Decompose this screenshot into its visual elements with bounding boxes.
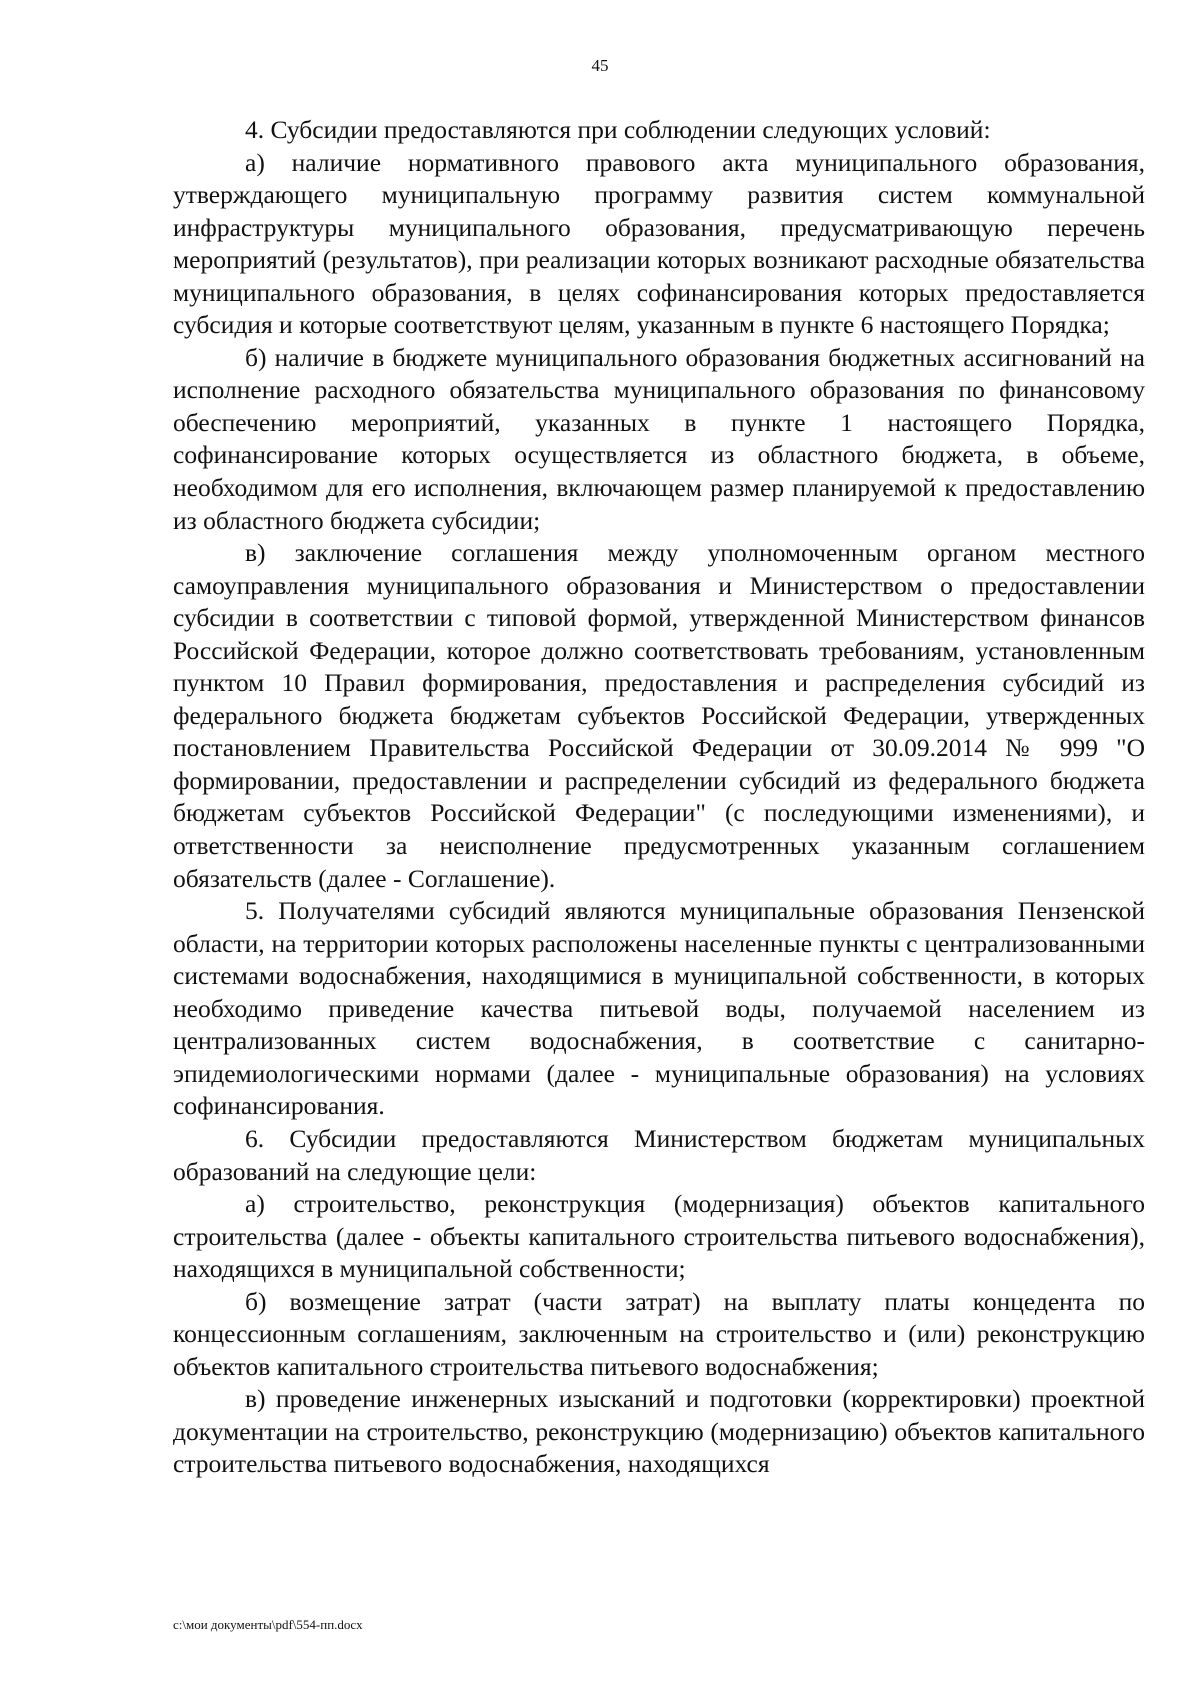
paragraph-6b: б) возмещение затрат (части затрат) на выплату платы концедента по концессионным соглашениям, заключенным на строительство и (или) реконструкцию объектов капитального строительства питьевого водоснабжения;	[173, 1286, 1145, 1381]
paragraph-6: 6. Субсидии предоставляются Министерством бюджетам муниципальных образований на следующие цели:	[173, 1123, 1145, 1186]
document-body	[173, 114, 1145, 1481]
paragraph-4v: в) заключение соглашения между уполномоченным органом местного самоуправления муниципального образования и Министерством о предоставлении субсидии в соответствии с типовой формой, утвержденной Министерством финансов Российской Федерации, которое должно соответствовать требованиям, установленным пунктом 10 Правил формирования, предоставления и распределения субсидий из федерального бюджета бюджетам субъектов Российской Федерации, утвержденных постановлением Правительства Российской Федерации от 30.09.2014 № 999 "О формировании, предоставлении и распределении субсидий из федерального бюджета бюджетам субъектов Российской Федерации" (с последующими изменениями), и ответственности за неисполнение предусмотренных указанным соглашением обязательств (далее - Соглашение).	[173, 538, 1145, 893]
paragraph-6a: а) строительство, реконструкция (модернизация) объектов капитального строительства (далее - объекты капитального строительства питьевого водоснабжения), находящихся в муниципальной собственности;	[173, 1189, 1145, 1284]
paragraph-4b: б) наличие в бюджете муниципального образования бюджетных ассигнований на исполнение расходного обязательства муниципального образования по финансовому обеспечению мероприятий, указанных в пункте 1 настоящего Порядка, софинансирование которых осуществляется из областного бюджета, в объеме, необходимом для его исполнения, включающем размер планируемой к предоставлению из областного бюджета субсидии;	[173, 342, 1145, 535]
footer-file-path: c:\мои документы\pdf\554-пп.docx	[173, 1617, 363, 1632]
paragraph-4a: а) наличие нормативного правового акта муниципального образования, утверждающего муниципальную программу развития систем коммунальной инфраструктуры муниципального образования, предусматривающую перечень мероприятий (результатов), при реализации которых возникают расходные обязательства муниципального образования, в целях софинансирования которых предоставляется субсидия и которые соответствуют целям, указанным в пункте 6 настоящего Порядка;	[173, 147, 1145, 340]
paragraph-5: 5. Получателями субсидий являются муниципальные образования Пензенской области, на территории которых расположены населенные пункты с централизованными системами водоснабжения, находящимися в муниципальной собственности, в которых необходимо приведение качества питьевой воды, получаемой населением из централизованных систем водоснабжения, в соответствие с санитарно-эпидемиологическими нормами (далее - муниципальные образования) на условиях софинансирования.	[173, 896, 1145, 1121]
page-number: 45	[591, 56, 609, 75]
paragraph-6v: в) проведение инженерных изысканий и подготовки (корректировки) проектной документации на строительство, реконструкцию (модернизацию) объектов капитального строительства питьевого водоснабжения, находящихся	[173, 1384, 1145, 1479]
paragraph-4: 4. Субсидии предоставляются при соблюдении следующих условий:	[245, 115, 991, 144]
